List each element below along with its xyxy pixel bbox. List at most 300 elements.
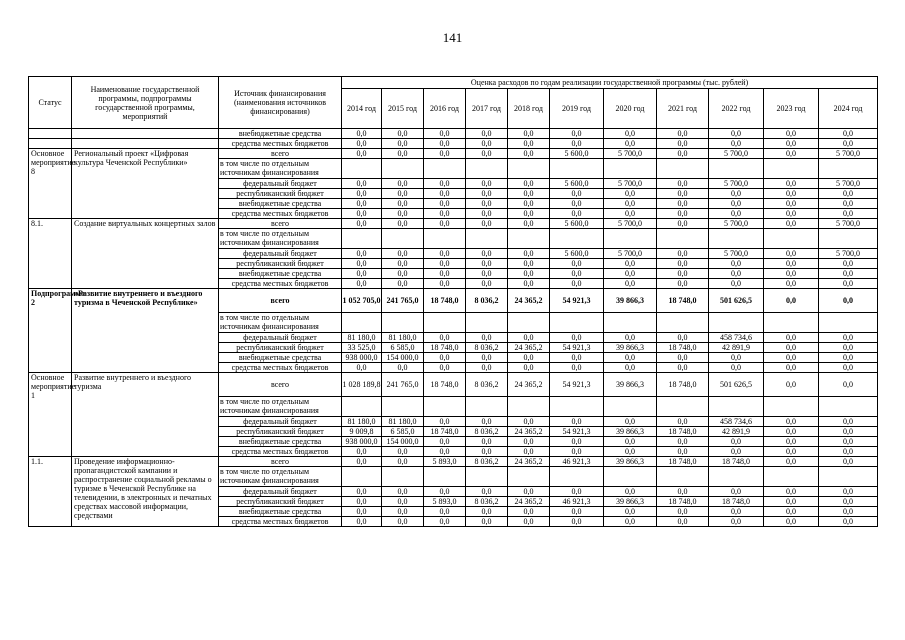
page-number: 141 <box>442 30 463 45</box>
value-cell: 33 525,0 <box>342 343 382 353</box>
value-cell: 0,0 <box>466 249 508 259</box>
value-cell: 0,0 <box>382 129 424 139</box>
value-cell: 0,0 <box>508 487 550 497</box>
value-cell: 0,0 <box>382 507 424 517</box>
value-cell <box>342 467 382 487</box>
value-cell: 46 921,3 <box>550 497 604 507</box>
value-cell: 0,0 <box>382 209 424 219</box>
value-cell: 0,0 <box>819 129 878 139</box>
source-cell: внебюджетные средства <box>219 199 342 209</box>
value-cell: 0,0 <box>709 139 764 149</box>
value-cell: 8 036,2 <box>466 343 508 353</box>
value-cell: 8 036,2 <box>466 427 508 437</box>
value-cell: 0,0 <box>424 149 466 159</box>
value-cell: 39 866,3 <box>604 343 657 353</box>
value-cell: 0,0 <box>819 437 878 447</box>
value-cell: 0,0 <box>550 507 604 517</box>
value-cell <box>342 313 382 333</box>
value-cell: 458 734,6 <box>709 333 764 343</box>
value-cell: 0,0 <box>604 259 657 269</box>
value-cell: 241 765,0 <box>382 373 424 397</box>
value-cell: 0,0 <box>508 179 550 189</box>
value-cell: 18 748,0 <box>657 497 709 507</box>
value-cell: 0,0 <box>764 437 819 447</box>
value-cell: 0,0 <box>342 139 382 149</box>
value-cell: 0,0 <box>550 139 604 149</box>
value-cell: 42 891,9 <box>709 427 764 437</box>
source-cell: всего <box>219 289 342 313</box>
value-cell: 0,0 <box>657 219 709 229</box>
value-cell: 0,0 <box>424 507 466 517</box>
value-cell: 0,0 <box>382 179 424 189</box>
value-cell: 0,0 <box>764 363 819 373</box>
name-cell <box>72 129 219 139</box>
value-cell: 0,0 <box>508 249 550 259</box>
value-cell: 5 700,0 <box>819 219 878 229</box>
value-cell <box>550 229 604 249</box>
value-cell: 0,0 <box>466 189 508 199</box>
value-cell: 0,0 <box>508 333 550 343</box>
table-row <box>29 149 878 159</box>
header-estimate: Оценка расходов по годам реализации государственной программы (тыс. рублей) <box>342 77 878 89</box>
value-cell: 0,0 <box>657 417 709 427</box>
value-cell: 0,0 <box>764 289 819 313</box>
value-cell: 18 748,0 <box>657 457 709 467</box>
source-cell: в том числе по отдельным источникам финансирования <box>219 159 342 179</box>
value-cell <box>550 313 604 333</box>
value-cell <box>508 313 550 333</box>
value-cell: 0,0 <box>342 199 382 209</box>
value-cell: 81 180,0 <box>382 333 424 343</box>
value-cell: 0,0 <box>550 517 604 527</box>
value-cell: 0,0 <box>819 259 878 269</box>
value-cell: 241 765,0 <box>382 289 424 313</box>
source-cell: федеральный бюджет <box>219 333 342 343</box>
value-cell: 0,0 <box>657 487 709 497</box>
source-cell: республиканский бюджет <box>219 427 342 437</box>
value-cell: 0,0 <box>424 209 466 219</box>
value-cell <box>764 229 819 249</box>
value-cell: 18 748,0 <box>709 457 764 467</box>
value-cell: 0,0 <box>382 447 424 457</box>
value-cell: 0,0 <box>508 417 550 427</box>
source-cell: в том числе по отдельным источникам финансирования <box>219 313 342 333</box>
value-cell: 0,0 <box>424 517 466 527</box>
value-cell: 5 700,0 <box>604 219 657 229</box>
value-cell: 0,0 <box>550 269 604 279</box>
value-cell: 154 000,0 <box>382 437 424 447</box>
value-cell: 0,0 <box>382 457 424 467</box>
value-cell: 18 748,0 <box>657 373 709 397</box>
source-cell: внебюджетные средства <box>219 507 342 517</box>
value-cell: 0,0 <box>604 279 657 289</box>
block-status: Основное мероприятие 1 <box>29 373 72 457</box>
value-cell: 5 700,0 <box>709 149 764 159</box>
value-cell: 0,0 <box>466 219 508 229</box>
value-cell: 0,0 <box>764 497 819 507</box>
value-cell: 0,0 <box>424 179 466 189</box>
value-cell <box>604 313 657 333</box>
value-cell: 0,0 <box>382 517 424 527</box>
value-cell: 0,0 <box>508 199 550 209</box>
value-cell: 0,0 <box>709 209 764 219</box>
value-cell: 0,0 <box>550 279 604 289</box>
header-source: Источник финансирования (наименования источников финансирования) <box>219 77 342 129</box>
value-cell: 24 365,2 <box>508 343 550 353</box>
value-cell: 0,0 <box>466 517 508 527</box>
source-cell: федеральный бюджет <box>219 487 342 497</box>
value-cell <box>764 467 819 487</box>
value-cell <box>764 397 819 417</box>
value-cell: 0,0 <box>466 363 508 373</box>
source-cell: средства местных бюджетов <box>219 363 342 373</box>
block-status: 1.1. <box>29 457 72 527</box>
value-cell: 0,0 <box>382 487 424 497</box>
value-cell: 0,0 <box>424 249 466 259</box>
value-cell: 0,0 <box>424 189 466 199</box>
value-cell: 0,0 <box>657 507 709 517</box>
value-cell: 0,0 <box>342 279 382 289</box>
value-cell: 0,0 <box>424 139 466 149</box>
header-year: 2019 год <box>550 89 604 129</box>
value-cell: 0,0 <box>764 333 819 343</box>
value-cell: 5 600,0 <box>550 219 604 229</box>
value-cell: 0,0 <box>508 219 550 229</box>
value-cell: 0,0 <box>424 199 466 209</box>
header-year: 2018 год <box>508 89 550 129</box>
value-cell: 0,0 <box>508 269 550 279</box>
value-cell: 5 700,0 <box>819 249 878 259</box>
value-cell: 0,0 <box>819 189 878 199</box>
value-cell: 0,0 <box>604 437 657 447</box>
budget-table <box>28 76 878 527</box>
value-cell: 0,0 <box>342 457 382 467</box>
source-cell: внебюджетные средства <box>219 353 342 363</box>
source-cell: республиканский бюджет <box>219 497 342 507</box>
value-cell: 0,0 <box>819 279 878 289</box>
value-cell: 0,0 <box>508 259 550 269</box>
value-cell: 39 866,3 <box>604 457 657 467</box>
value-cell: 0,0 <box>466 269 508 279</box>
value-cell: 0,0 <box>819 507 878 517</box>
value-cell: 1 052 705,0 <box>342 289 382 313</box>
value-cell: 0,0 <box>550 209 604 219</box>
value-cell <box>550 467 604 487</box>
value-cell: 0,0 <box>382 259 424 269</box>
value-cell: 0,0 <box>657 517 709 527</box>
value-cell: 0,0 <box>819 343 878 353</box>
value-cell: 8 036,2 <box>466 497 508 507</box>
value-cell: 0,0 <box>819 353 878 363</box>
value-cell: 0,0 <box>424 129 466 139</box>
value-cell: 0,0 <box>424 333 466 343</box>
value-cell: 0,0 <box>604 209 657 219</box>
value-cell: 8 036,2 <box>466 457 508 467</box>
value-cell <box>709 159 764 179</box>
value-cell: 0,0 <box>819 209 878 219</box>
value-cell <box>657 467 709 487</box>
value-cell: 938 000,0 <box>342 437 382 447</box>
source-cell: внебюджетные средства <box>219 269 342 279</box>
value-cell: 8 036,2 <box>466 289 508 313</box>
value-cell: 0,0 <box>550 199 604 209</box>
value-cell: 18 748,0 <box>424 343 466 353</box>
source-cell: средства местных бюджетов <box>219 139 342 149</box>
value-cell: 0,0 <box>550 417 604 427</box>
source-cell: республиканский бюджет <box>219 259 342 269</box>
value-cell: 0,0 <box>424 437 466 447</box>
value-cell: 0,0 <box>764 427 819 437</box>
value-cell: 0,0 <box>604 507 657 517</box>
value-cell: 0,0 <box>709 437 764 447</box>
value-cell <box>382 313 424 333</box>
value-cell: 0,0 <box>709 129 764 139</box>
value-cell: 0,0 <box>604 139 657 149</box>
value-cell: 0,0 <box>466 209 508 219</box>
value-cell: 24 365,2 <box>508 373 550 397</box>
value-cell: 0,0 <box>382 269 424 279</box>
value-cell: 0,0 <box>466 179 508 189</box>
value-cell: 0,0 <box>382 249 424 259</box>
value-cell: 0,0 <box>424 279 466 289</box>
value-cell: 46 921,3 <box>550 457 604 467</box>
value-cell: 9 009,8 <box>342 427 382 437</box>
source-cell: в том числе по отдельным источникам финансирования <box>219 397 342 417</box>
value-cell: 0,0 <box>819 517 878 527</box>
value-cell: 5 700,0 <box>709 249 764 259</box>
value-cell: 0,0 <box>709 189 764 199</box>
value-cell: 0,0 <box>604 199 657 209</box>
value-cell: 0,0 <box>342 179 382 189</box>
value-cell: 0,0 <box>466 199 508 209</box>
value-cell <box>466 229 508 249</box>
value-cell: 0,0 <box>604 447 657 457</box>
value-cell: 0,0 <box>709 259 764 269</box>
value-cell: 0,0 <box>382 497 424 507</box>
value-cell: 0,0 <box>466 437 508 447</box>
value-cell: 0,0 <box>819 457 878 467</box>
block-status: Основное мероприятие 8 <box>29 149 72 219</box>
value-cell: 24 365,2 <box>508 457 550 467</box>
value-cell: 0,0 <box>604 269 657 279</box>
value-cell: 0,0 <box>550 129 604 139</box>
source-cell: средства местных бюджетов <box>219 447 342 457</box>
value-cell: 0,0 <box>819 447 878 457</box>
source-cell: республиканский бюджет <box>219 343 342 353</box>
value-cell <box>382 397 424 417</box>
table-row <box>29 219 878 229</box>
table-row <box>29 373 878 397</box>
value-cell: 458 734,6 <box>709 417 764 427</box>
value-cell: 0,0 <box>424 447 466 457</box>
header-year: 2024 год <box>819 89 878 129</box>
value-cell: 8 036,2 <box>466 373 508 397</box>
value-cell: 154 000,0 <box>382 353 424 363</box>
source-cell: республиканский бюджет <box>219 189 342 199</box>
value-cell: 0,0 <box>550 487 604 497</box>
status-cell <box>29 129 72 139</box>
block-name: Создание виртуальных концертных залов <box>72 219 219 289</box>
value-cell: 0,0 <box>604 129 657 139</box>
value-cell <box>550 159 604 179</box>
value-cell <box>424 313 466 333</box>
value-cell <box>508 397 550 417</box>
source-cell: внебюджетные средства <box>219 437 342 447</box>
value-cell: 0,0 <box>764 279 819 289</box>
value-cell: 0,0 <box>466 333 508 343</box>
value-cell: 0,0 <box>657 129 709 139</box>
value-cell <box>342 159 382 179</box>
source-cell: федеральный бюджет <box>219 249 342 259</box>
value-cell: 5 893,0 <box>424 497 466 507</box>
value-cell <box>466 313 508 333</box>
value-cell: 0,0 <box>550 353 604 363</box>
value-cell: 0,0 <box>764 517 819 527</box>
value-cell: 5 600,0 <box>550 249 604 259</box>
value-cell <box>550 397 604 417</box>
value-cell: 0,0 <box>709 363 764 373</box>
value-cell <box>424 229 466 249</box>
value-cell: 0,0 <box>764 249 819 259</box>
block-status: 8.1. <box>29 219 72 289</box>
value-cell <box>466 159 508 179</box>
value-cell <box>508 229 550 249</box>
value-cell: 0,0 <box>550 189 604 199</box>
value-cell <box>819 229 878 249</box>
value-cell: 0,0 <box>508 507 550 517</box>
value-cell: 18 748,0 <box>424 427 466 437</box>
value-cell <box>424 159 466 179</box>
value-cell: 18 748,0 <box>424 373 466 397</box>
value-cell: 81 180,0 <box>382 417 424 427</box>
value-cell: 0,0 <box>709 353 764 363</box>
value-cell: 501 626,5 <box>709 373 764 397</box>
value-cell: 0,0 <box>657 179 709 189</box>
value-cell: 0,0 <box>508 209 550 219</box>
value-cell: 5 700,0 <box>604 249 657 259</box>
value-cell: 0,0 <box>508 279 550 289</box>
value-cell: 0,0 <box>764 179 819 189</box>
value-cell <box>604 159 657 179</box>
source-cell: средства местных бюджетов <box>219 517 342 527</box>
source-cell: федеральный бюджет <box>219 179 342 189</box>
value-cell: 0,0 <box>508 517 550 527</box>
value-cell <box>657 229 709 249</box>
value-cell: 0,0 <box>764 447 819 457</box>
value-cell: 0,0 <box>424 417 466 427</box>
value-cell: 0,0 <box>764 487 819 497</box>
value-cell: 6 585,0 <box>382 427 424 437</box>
value-cell: 0,0 <box>764 129 819 139</box>
table-row <box>29 457 878 467</box>
value-cell: 0,0 <box>550 259 604 269</box>
value-cell: 0,0 <box>819 417 878 427</box>
value-cell: 0,0 <box>657 139 709 149</box>
value-cell: 0,0 <box>342 259 382 269</box>
value-cell: 0,0 <box>508 129 550 139</box>
value-cell: 5 700,0 <box>604 179 657 189</box>
value-cell: 0,0 <box>466 487 508 497</box>
value-cell: 0,0 <box>764 189 819 199</box>
value-cell: 0,0 <box>466 507 508 517</box>
value-cell: 0,0 <box>550 333 604 343</box>
status-cell <box>29 139 72 149</box>
value-cell: 5 600,0 <box>550 179 604 189</box>
value-cell: 1 028 189,8 <box>342 373 382 397</box>
value-cell: 0,0 <box>709 269 764 279</box>
value-cell: 0,0 <box>657 353 709 363</box>
value-cell: 39 866,3 <box>604 289 657 313</box>
value-cell <box>709 229 764 249</box>
value-cell: 0,0 <box>604 517 657 527</box>
value-cell: 5 700,0 <box>604 149 657 159</box>
value-cell: 0,0 <box>508 189 550 199</box>
value-cell: 39 866,3 <box>604 497 657 507</box>
value-cell: 0,0 <box>508 447 550 457</box>
value-cell: 0,0 <box>709 199 764 209</box>
value-cell <box>657 159 709 179</box>
value-cell: 0,0 <box>342 129 382 139</box>
value-cell: 0,0 <box>709 517 764 527</box>
value-cell: 0,0 <box>342 363 382 373</box>
value-cell: 0,0 <box>657 447 709 457</box>
value-cell: 42 891,9 <box>709 343 764 353</box>
value-cell: 0,0 <box>764 219 819 229</box>
source-cell: всего <box>219 457 342 467</box>
value-cell: 0,0 <box>657 333 709 343</box>
value-cell <box>466 397 508 417</box>
value-cell: 0,0 <box>819 139 878 149</box>
value-cell: 5 893,0 <box>424 457 466 467</box>
value-cell: 0,0 <box>604 189 657 199</box>
value-cell: 0,0 <box>342 149 382 159</box>
value-cell: 5 700,0 <box>819 149 878 159</box>
value-cell: 0,0 <box>819 269 878 279</box>
header-year: 2020 год <box>604 89 657 129</box>
value-cell: 0,0 <box>764 417 819 427</box>
name-cell <box>72 139 219 149</box>
value-cell: 501 626,5 <box>709 289 764 313</box>
source-cell: всего <box>219 149 342 159</box>
value-cell: 0,0 <box>604 353 657 363</box>
value-cell: 0,0 <box>466 279 508 289</box>
value-cell: 0,0 <box>764 199 819 209</box>
source-cell: федеральный бюджет <box>219 417 342 427</box>
value-cell: 54 921,3 <box>550 373 604 397</box>
value-cell <box>819 159 878 179</box>
value-cell: 0,0 <box>508 437 550 447</box>
value-cell: 0,0 <box>604 333 657 343</box>
header-year: 2021 год <box>657 89 709 129</box>
value-cell: 0,0 <box>819 373 878 397</box>
value-cell: 24 365,2 <box>508 497 550 507</box>
value-cell: 0,0 <box>764 507 819 517</box>
value-cell: 0,0 <box>382 363 424 373</box>
source-cell: в том числе по отдельным источникам финансирования <box>219 467 342 487</box>
source-cell: средства местных бюджетов <box>219 279 342 289</box>
value-cell: 18 748,0 <box>424 289 466 313</box>
value-cell <box>382 159 424 179</box>
value-cell: 0,0 <box>342 249 382 259</box>
value-cell <box>657 397 709 417</box>
header-name: Наименование государственной программы, подпрограммы государственной программы, мероприятий <box>72 77 219 129</box>
value-cell: 0,0 <box>424 353 466 363</box>
value-cell: 0,0 <box>764 353 819 363</box>
value-cell: 0,0 <box>424 219 466 229</box>
value-cell: 0,0 <box>657 209 709 219</box>
block-status: Подпрограмма 2 <box>29 289 72 373</box>
value-cell: 0,0 <box>819 497 878 507</box>
